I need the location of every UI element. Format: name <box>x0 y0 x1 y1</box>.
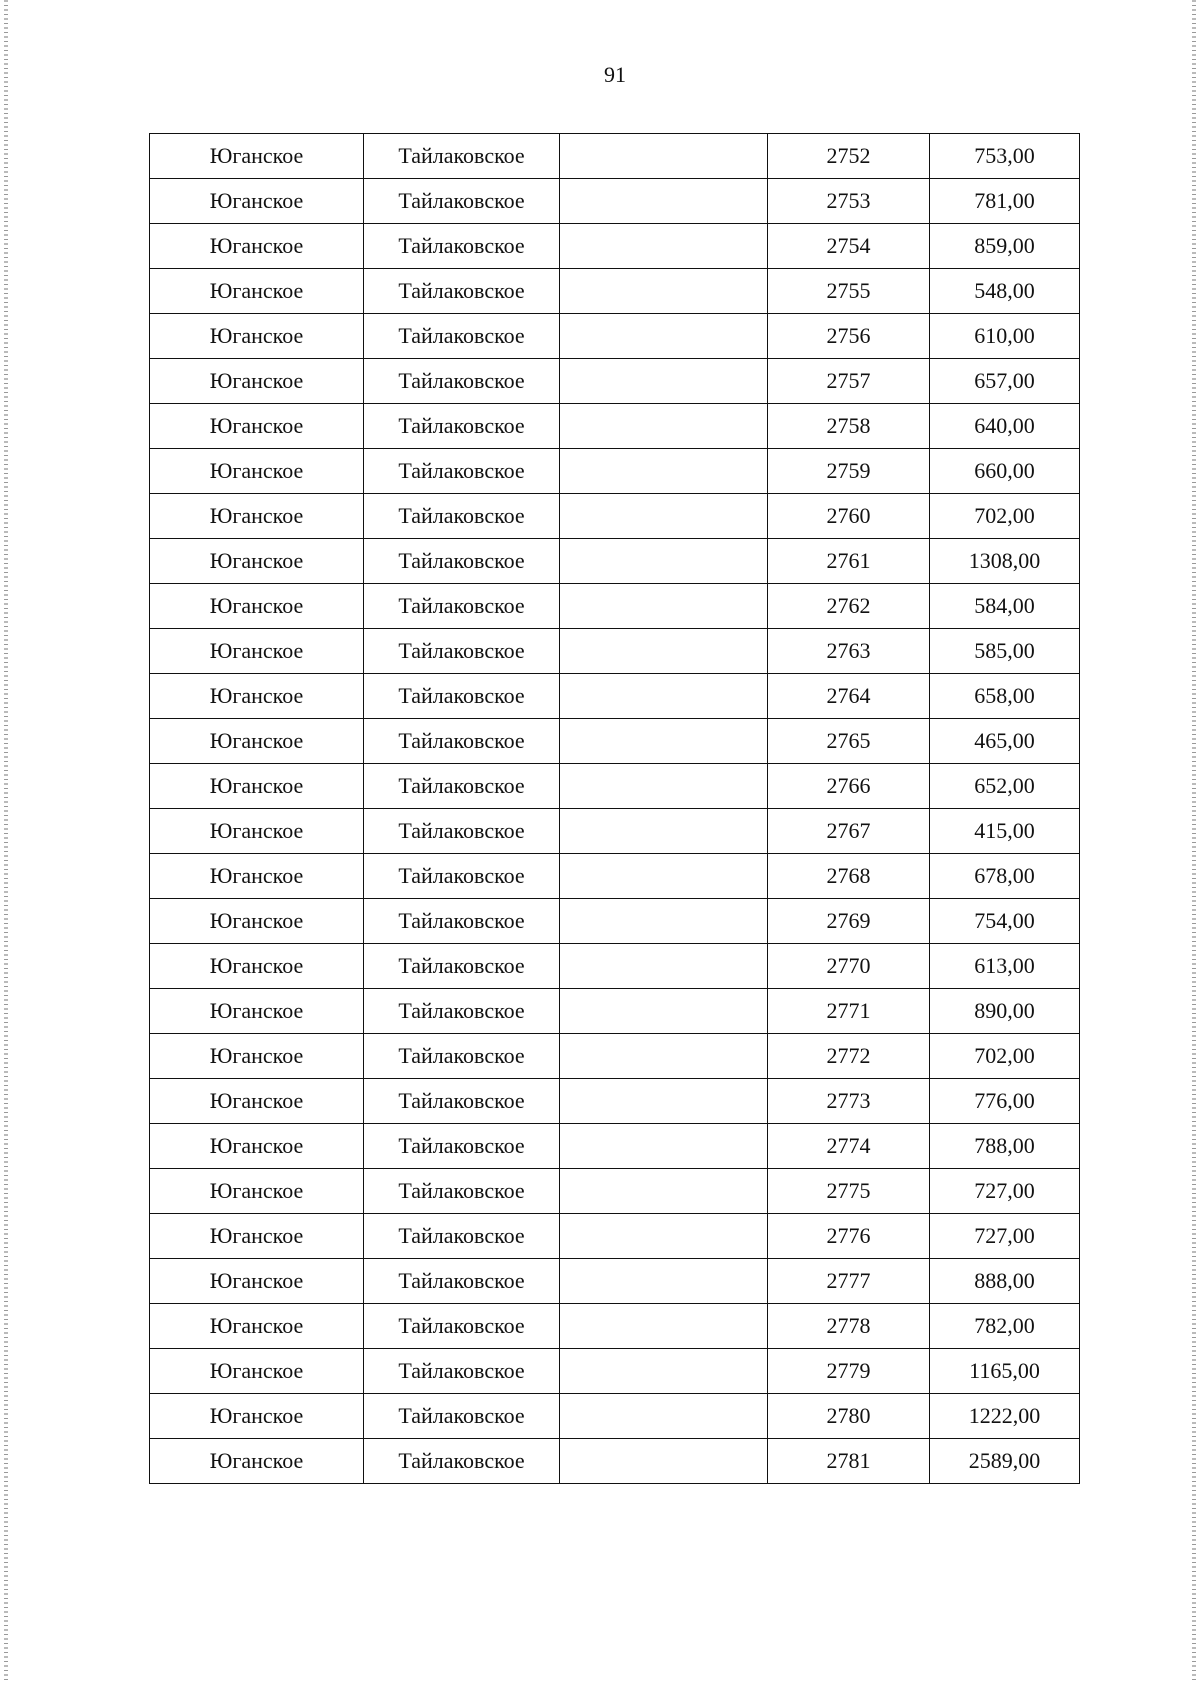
cell-id: 2771 <box>768 989 930 1034</box>
cell-area: Тайлаковское <box>364 764 560 809</box>
table-row <box>150 134 1080 179</box>
cell-field: Юганское <box>150 1034 364 1079</box>
cell-id: 2753 <box>768 179 930 224</box>
table-row <box>150 1439 1080 1484</box>
cell-field: Юганское <box>150 1349 364 1394</box>
cell-value: 727,00 <box>930 1169 1080 1214</box>
cell-field: Юганское <box>150 1394 364 1439</box>
cell-area: Тайлаковское <box>364 494 560 539</box>
cell-extra <box>560 539 768 584</box>
cell-area: Тайлаковское <box>364 449 560 494</box>
cell-field: Юганское <box>150 944 364 989</box>
cell-id: 2772 <box>768 1034 930 1079</box>
table-row <box>150 944 1080 989</box>
cell-value: 584,00 <box>930 584 1080 629</box>
cell-id: 2762 <box>768 584 930 629</box>
cell-field: Юганское <box>150 764 364 809</box>
table-row <box>150 809 1080 854</box>
cell-id: 2764 <box>768 674 930 719</box>
table-row <box>150 539 1080 584</box>
table-row <box>150 1394 1080 1439</box>
cell-extra <box>560 179 768 224</box>
cell-field: Юганское <box>150 359 364 404</box>
table-row <box>150 179 1080 224</box>
cell-extra <box>560 1169 768 1214</box>
scan-edge-left <box>4 0 8 1683</box>
cell-value: 1165,00 <box>930 1349 1080 1394</box>
cell-value: 657,00 <box>930 359 1080 404</box>
table-row <box>150 1259 1080 1304</box>
page-number: 91 <box>604 62 626 87</box>
table-row <box>150 404 1080 449</box>
cell-field: Юганское <box>150 269 364 314</box>
cell-value: 585,00 <box>930 629 1080 674</box>
cell-id: 2759 <box>768 449 930 494</box>
cell-id: 2763 <box>768 629 930 674</box>
cell-id: 2755 <box>768 269 930 314</box>
cell-id: 2780 <box>768 1394 930 1439</box>
cell-id: 2774 <box>768 1124 930 1169</box>
cell-area: Тайлаковское <box>364 1304 560 1349</box>
cell-field: Юганское <box>150 674 364 719</box>
cell-extra <box>560 1214 768 1259</box>
cell-value: 859,00 <box>930 224 1080 269</box>
cell-id: 2777 <box>768 1259 930 1304</box>
cell-extra <box>560 1349 768 1394</box>
table-row <box>150 854 1080 899</box>
cell-extra <box>560 404 768 449</box>
cell-field: Юганское <box>150 1214 364 1259</box>
cell-field: Юганское <box>150 494 364 539</box>
table-row <box>150 449 1080 494</box>
cell-area: Тайлаковское <box>364 899 560 944</box>
table-body <box>150 134 1080 1484</box>
cell-field: Юганское <box>150 809 364 854</box>
table-row <box>150 224 1080 269</box>
cell-extra <box>560 224 768 269</box>
cell-area: Тайлаковское <box>364 179 560 224</box>
table-row <box>150 674 1080 719</box>
cell-value: 548,00 <box>930 269 1080 314</box>
cell-field: Юганское <box>150 1079 364 1124</box>
cell-area: Тайлаковское <box>364 1079 560 1124</box>
cell-extra <box>560 1259 768 1304</box>
cell-value: 753,00 <box>930 134 1080 179</box>
cell-field: Юганское <box>150 179 364 224</box>
cell-value: 788,00 <box>930 1124 1080 1169</box>
cell-id: 2766 <box>768 764 930 809</box>
table-row <box>150 1304 1080 1349</box>
cell-id: 2770 <box>768 944 930 989</box>
table-row <box>150 629 1080 674</box>
cell-extra <box>560 809 768 854</box>
cell-area: Тайлаковское <box>364 539 560 584</box>
cell-field: Юганское <box>150 629 364 674</box>
cell-extra <box>560 1304 768 1349</box>
cell-extra <box>560 944 768 989</box>
cell-field: Юганское <box>150 899 364 944</box>
table-row <box>150 1124 1080 1169</box>
cell-id: 2752 <box>768 134 930 179</box>
scan-edge-right <box>1192 0 1196 1683</box>
cell-area: Тайлаковское <box>364 944 560 989</box>
cell-area: Тайлаковское <box>364 134 560 179</box>
cell-area: Тайлаковское <box>364 314 560 359</box>
cell-value: 465,00 <box>930 719 1080 764</box>
cell-field: Юганское <box>150 1439 364 1484</box>
cell-id: 2775 <box>768 1169 930 1214</box>
data-table <box>149 133 1080 1484</box>
cell-area: Тайлаковское <box>364 989 560 1034</box>
cell-field: Юганское <box>150 1304 364 1349</box>
cell-area: Тайлаковское <box>364 1124 560 1169</box>
table-row <box>150 1034 1080 1079</box>
cell-extra <box>560 1124 768 1169</box>
cell-extra <box>560 719 768 764</box>
cell-extra <box>560 449 768 494</box>
cell-area: Тайлаковское <box>364 584 560 629</box>
table-row <box>150 1349 1080 1394</box>
cell-id: 2776 <box>768 1214 930 1259</box>
table-row <box>150 269 1080 314</box>
cell-field: Юганское <box>150 989 364 1034</box>
cell-id: 2765 <box>768 719 930 764</box>
cell-area: Тайлаковское <box>364 1169 560 1214</box>
cell-field: Юганское <box>150 404 364 449</box>
cell-field: Юганское <box>150 449 364 494</box>
cell-id: 2758 <box>768 404 930 449</box>
cell-extra <box>560 359 768 404</box>
cell-extra <box>560 629 768 674</box>
cell-value: 1308,00 <box>930 539 1080 584</box>
table-row <box>150 899 1080 944</box>
cell-extra <box>560 269 768 314</box>
cell-field: Юганское <box>150 719 364 764</box>
cell-extra <box>560 854 768 899</box>
cell-id: 2779 <box>768 1349 930 1394</box>
cell-area: Тайлаковское <box>364 1349 560 1394</box>
cell-area: Тайлаковское <box>364 1214 560 1259</box>
cell-extra <box>560 494 768 539</box>
cell-value: 613,00 <box>930 944 1080 989</box>
cell-field: Юганское <box>150 1169 364 1214</box>
cell-value: 702,00 <box>930 494 1080 539</box>
cell-id: 2761 <box>768 539 930 584</box>
cell-value: 782,00 <box>930 1304 1080 1349</box>
cell-area: Тайлаковское <box>364 1259 560 1304</box>
cell-field: Юганское <box>150 134 364 179</box>
cell-value: 415,00 <box>930 809 1080 854</box>
table-row <box>150 494 1080 539</box>
cell-id: 2757 <box>768 359 930 404</box>
cell-value: 1222,00 <box>930 1394 1080 1439</box>
cell-extra <box>560 584 768 629</box>
cell-id: 2768 <box>768 854 930 899</box>
cell-field: Юганское <box>150 1259 364 1304</box>
cell-id: 2760 <box>768 494 930 539</box>
table-row <box>150 1214 1080 1259</box>
table-row <box>150 764 1080 809</box>
cell-area: Тайлаковское <box>364 1439 560 1484</box>
cell-area: Тайлаковское <box>364 269 560 314</box>
cell-field: Юганское <box>150 314 364 359</box>
table-row <box>150 359 1080 404</box>
cell-extra <box>560 674 768 719</box>
cell-extra <box>560 1034 768 1079</box>
cell-value: 652,00 <box>930 764 1080 809</box>
cell-id: 2756 <box>768 314 930 359</box>
table-row <box>150 1079 1080 1124</box>
table-row <box>150 1169 1080 1214</box>
cell-value: 660,00 <box>930 449 1080 494</box>
cell-area: Тайлаковское <box>364 404 560 449</box>
cell-value: 727,00 <box>930 1214 1080 1259</box>
cell-extra <box>560 314 768 359</box>
cell-extra <box>560 989 768 1034</box>
cell-field: Юганское <box>150 584 364 629</box>
cell-area: Тайлаковское <box>364 674 560 719</box>
cell-value: 776,00 <box>930 1079 1080 1124</box>
cell-id: 2781 <box>768 1439 930 1484</box>
cell-value: 610,00 <box>930 314 1080 359</box>
cell-area: Тайлаковское <box>364 719 560 764</box>
cell-area: Тайлаковское <box>364 359 560 404</box>
cell-area: Тайлаковское <box>364 224 560 269</box>
cell-value: 658,00 <box>930 674 1080 719</box>
cell-extra <box>560 1439 768 1484</box>
cell-id: 2767 <box>768 809 930 854</box>
cell-value: 890,00 <box>930 989 1080 1034</box>
table-row <box>150 989 1080 1034</box>
cell-area: Тайлаковское <box>364 809 560 854</box>
cell-value: 702,00 <box>930 1034 1080 1079</box>
cell-extra <box>560 899 768 944</box>
cell-extra <box>560 764 768 809</box>
cell-area: Тайлаковское <box>364 854 560 899</box>
cell-field: Юганское <box>150 539 364 584</box>
cell-id: 2754 <box>768 224 930 269</box>
cell-id: 2769 <box>768 899 930 944</box>
cell-value: 888,00 <box>930 1259 1080 1304</box>
table-row <box>150 314 1080 359</box>
cell-id: 2778 <box>768 1304 930 1349</box>
cell-extra <box>560 1079 768 1124</box>
cell-area: Тайлаковское <box>364 1034 560 1079</box>
table-row <box>150 584 1080 629</box>
cell-value: 678,00 <box>930 854 1080 899</box>
table-row <box>150 719 1080 764</box>
cell-id: 2773 <box>768 1079 930 1124</box>
cell-extra <box>560 1394 768 1439</box>
cell-field: Юганское <box>150 224 364 269</box>
cell-field: Юганское <box>150 854 364 899</box>
cell-area: Тайлаковское <box>364 1394 560 1439</box>
cell-area: Тайлаковское <box>364 629 560 674</box>
cell-value: 754,00 <box>930 899 1080 944</box>
cell-value: 640,00 <box>930 404 1080 449</box>
cell-value: 781,00 <box>930 179 1080 224</box>
cell-extra <box>560 134 768 179</box>
cell-field: Юганское <box>150 1124 364 1169</box>
cell-value: 2589,00 <box>930 1439 1080 1484</box>
